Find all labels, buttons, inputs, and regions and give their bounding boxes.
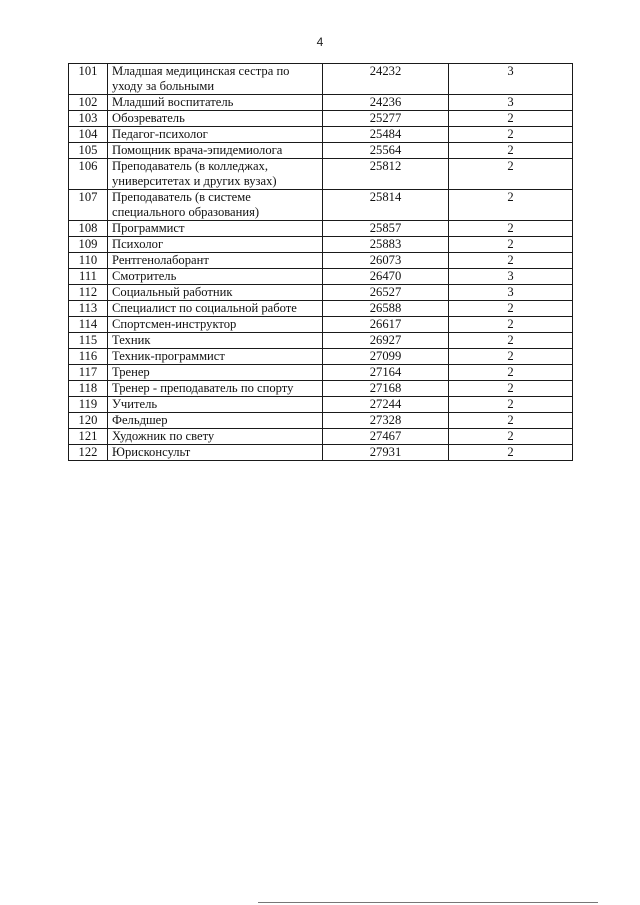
position-code: 25484 <box>323 127 449 143</box>
row-number: 122 <box>69 445 108 461</box>
position-name <box>108 429 323 445</box>
table-row <box>69 285 573 301</box>
position-name-line: Социальный работник <box>112 285 233 299</box>
position-name-line: Тренер - преподаватель по спорту <box>112 381 294 395</box>
table-row <box>69 127 573 143</box>
qualification-group: 2 <box>449 301 573 317</box>
scan-edge-line <box>258 902 598 903</box>
position-name-line: Преподаватель (в колледжах, <box>112 159 269 173</box>
position-name-line: Помощник врача-эпидемиолога <box>112 143 283 157</box>
position-code: 25814 <box>323 190 449 221</box>
position-name <box>108 127 323 143</box>
position-name-line: Юрисконсульт <box>112 445 191 459</box>
table-row <box>69 111 573 127</box>
qualification-group: 2 <box>449 317 573 333</box>
position-name <box>108 413 323 429</box>
table-row <box>69 349 573 365</box>
row-number: 109 <box>69 237 108 253</box>
position-code: 24236 <box>323 95 449 111</box>
position-code: 26073 <box>323 253 449 269</box>
table-row <box>69 333 573 349</box>
position-code: 25812 <box>323 159 449 190</box>
page-number: 4 <box>316 35 324 49</box>
qualification-group: 2 <box>449 143 573 159</box>
position-name-line: Программист <box>112 221 185 235</box>
position-code: 27168 <box>323 381 449 397</box>
position-code: 26527 <box>323 285 449 301</box>
row-number: 103 <box>69 111 108 127</box>
qualification-group: 3 <box>449 269 573 285</box>
table-row <box>69 159 573 190</box>
table-row <box>69 381 573 397</box>
position-name <box>108 237 323 253</box>
position-name <box>108 333 323 349</box>
position-code: 27328 <box>323 413 449 429</box>
position-name-line: Смотритель <box>112 269 177 283</box>
qualification-group: 3 <box>449 95 573 111</box>
position-name-line: Младшая медицинская сестра по <box>112 64 290 78</box>
position-name-line: Рентгенолаборант <box>112 253 209 267</box>
qualification-group: 2 <box>449 237 573 253</box>
positions-table <box>68 63 573 461</box>
position-code: 26470 <box>323 269 449 285</box>
table-row <box>69 413 573 429</box>
row-number: 105 <box>69 143 108 159</box>
qualification-group: 2 <box>449 397 573 413</box>
row-number: 118 <box>69 381 108 397</box>
table-row <box>69 397 573 413</box>
position-code: 27099 <box>323 349 449 365</box>
position-code: 27244 <box>323 397 449 413</box>
position-code: 25564 <box>323 143 449 159</box>
row-number: 111 <box>69 269 108 285</box>
position-code: 26588 <box>323 301 449 317</box>
position-name-line: специального образования) <box>112 205 260 219</box>
position-name-line: уходу за больными <box>112 79 215 93</box>
position-name-line: Педагог-психолог <box>112 127 208 141</box>
qualification-group: 2 <box>449 349 573 365</box>
row-number: 101 <box>69 64 108 95</box>
position-name <box>108 317 323 333</box>
qualification-group: 2 <box>449 190 573 221</box>
position-name <box>108 143 323 159</box>
position-name-line: Психолог <box>112 237 164 251</box>
qualification-group: 2 <box>449 111 573 127</box>
position-name-line: Преподаватель (в системе <box>112 190 251 204</box>
row-number: 112 <box>69 285 108 301</box>
table-row <box>69 190 573 221</box>
position-code: 27164 <box>323 365 449 381</box>
row-number: 104 <box>69 127 108 143</box>
qualification-group: 2 <box>449 365 573 381</box>
table-row <box>69 143 573 159</box>
qualification-group: 2 <box>449 429 573 445</box>
position-name <box>108 397 323 413</box>
row-number: 115 <box>69 333 108 349</box>
table-row <box>69 237 573 253</box>
position-name <box>108 95 323 111</box>
position-code: 26617 <box>323 317 449 333</box>
position-name-line: университетах и других вузах) <box>112 174 277 188</box>
qualification-group: 2 <box>449 159 573 190</box>
table-row <box>69 269 573 285</box>
position-name-line: Спортсмен-инструктор <box>112 317 237 331</box>
qualification-group: 3 <box>449 64 573 95</box>
position-name <box>108 269 323 285</box>
position-code: 26927 <box>323 333 449 349</box>
row-number: 119 <box>69 397 108 413</box>
position-code: 25883 <box>323 237 449 253</box>
position-name <box>108 64 323 95</box>
position-name-line: Техник-программист <box>112 349 225 363</box>
position-code: 25857 <box>323 221 449 237</box>
position-name <box>108 349 323 365</box>
position-name <box>108 159 323 190</box>
position-name <box>108 365 323 381</box>
qualification-group: 2 <box>449 413 573 429</box>
table-row <box>69 221 573 237</box>
position-name-line: Учитель <box>112 397 158 411</box>
row-number: 106 <box>69 159 108 190</box>
row-number: 107 <box>69 190 108 221</box>
qualification-group: 3 <box>449 285 573 301</box>
row-number: 121 <box>69 429 108 445</box>
table-row <box>69 95 573 111</box>
row-number: 120 <box>69 413 108 429</box>
row-number: 114 <box>69 317 108 333</box>
row-number: 113 <box>69 301 108 317</box>
table-row <box>69 253 573 269</box>
position-name-line: Обозреватель <box>112 111 185 125</box>
position-name-line: Художник по свету <box>112 429 215 443</box>
position-name-line: Специалист по социальной работе <box>112 301 297 315</box>
position-code: 24232 <box>323 64 449 95</box>
table-row <box>69 429 573 445</box>
position-code: 27467 <box>323 429 449 445</box>
position-name <box>108 221 323 237</box>
row-number: 108 <box>69 221 108 237</box>
position-code: 27931 <box>323 445 449 461</box>
table-row <box>69 301 573 317</box>
qualification-group: 2 <box>449 127 573 143</box>
position-name-line: Техник <box>112 333 151 347</box>
table-row <box>69 365 573 381</box>
row-number: 116 <box>69 349 108 365</box>
position-code: 25277 <box>323 111 449 127</box>
row-number: 117 <box>69 365 108 381</box>
position-name-line: Младший воспитатель <box>112 95 234 109</box>
table-body <box>69 64 573 461</box>
qualification-group: 2 <box>449 333 573 349</box>
table-row <box>69 445 573 461</box>
qualification-group: 2 <box>449 445 573 461</box>
position-name <box>108 190 323 221</box>
position-name <box>108 253 323 269</box>
position-name <box>108 285 323 301</box>
position-name <box>108 445 323 461</box>
qualification-group: 2 <box>449 381 573 397</box>
table-row <box>69 317 573 333</box>
position-name-line: Фельдшер <box>112 413 168 427</box>
qualification-group: 2 <box>449 221 573 237</box>
qualification-group: 2 <box>449 253 573 269</box>
position-name <box>108 111 323 127</box>
position-name-line: Тренер <box>112 365 150 379</box>
table-row <box>69 64 573 95</box>
row-number: 110 <box>69 253 108 269</box>
position-name <box>108 301 323 317</box>
position-name <box>108 381 323 397</box>
row-number: 102 <box>69 95 108 111</box>
